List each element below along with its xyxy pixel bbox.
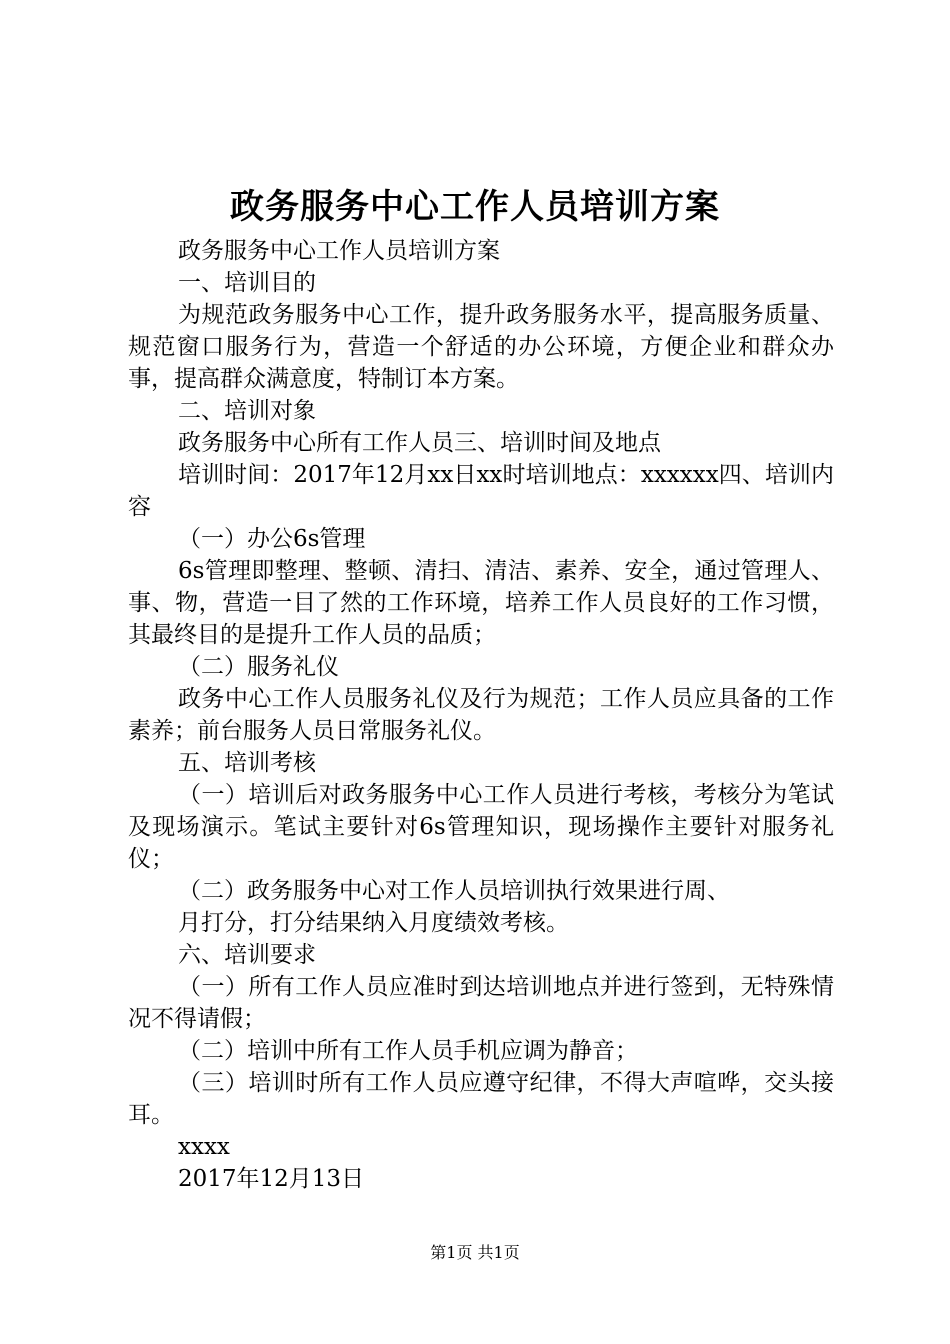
- section-heading-audience: 二、培训对象: [178, 398, 316, 424]
- paragraph-purpose: 为规范政务服务中心工作，提升政务服务水平，提高服务质量、规范窗口服务行为，营造一个舒适的办公环境，方便企业和群众办事，提高群众满意度，特制订本方案。: [128, 302, 834, 392]
- paragraph-audience: 政务服务中心所有工作人员三、培训时间及地点: [178, 430, 661, 456]
- paragraph-assessment-2: （二）政务服务中心对工作人员培训执行效果进行周、: [178, 878, 730, 904]
- paragraph-subtitle: 政务服务中心工作人员培训方案: [178, 238, 500, 264]
- paragraph-assessment-2-cont: 月打分，打分结果纳入月度绩效考核。: [178, 910, 569, 936]
- section-heading-requirements: 六、培训要求: [178, 942, 316, 968]
- paragraph-6s: 6s管理即整理、整顿、清扫、清洁、素养、安全，通过管理人、事、物，营造一目了然的工作环境，培养工作人员良好的工作习惯，其最终目的是提升工作人员的品质；: [128, 558, 834, 648]
- paragraph-requirement-3: （三）培训时所有工作人员应遵守纪律，不得大声喧哗，交头接耳。: [128, 1070, 834, 1128]
- paragraph-requirement-2: （二）培训中所有工作人员手机应调为静音；: [178, 1038, 638, 1064]
- paragraph-time-place: 培训时间：2017年12月xx日xx时培训地点：xxxxxx四、培训内容: [128, 462, 834, 520]
- subheading-etiquette: （二）服务礼仪: [178, 654, 339, 680]
- section-heading-purpose: 一、培训目的: [178, 270, 316, 296]
- paragraph-etiquette: 政务中心工作人员服务礼仪及行为规范；工作人员应具备的工作素养；前台服务人员日常服务礼仪。: [128, 686, 834, 744]
- section-heading-assessment: 五、培训考核: [178, 750, 316, 776]
- document-title: 政务服务中心工作人员培训方案: [230, 187, 720, 227]
- subheading-6s: （一）办公6s管理: [178, 526, 366, 552]
- signature-name: xxxx: [178, 1134, 230, 1160]
- page-footer: 第1页 共1页: [430, 1243, 520, 1262]
- signature-date: 2017年12月13日: [178, 1166, 365, 1192]
- paragraph-assessment-1: （一）培训后对政务服务中心工作人员进行考核，考核分为笔试及现场演示。笔试主要针对6s管理知识，现场操作主要针对服务礼仪；: [128, 782, 834, 872]
- paragraph-requirement-1: （一）所有工作人员应准时到达培训地点并进行签到，无特殊情况不得请假；: [128, 974, 834, 1032]
- document-body: [128, 235, 834, 1195]
